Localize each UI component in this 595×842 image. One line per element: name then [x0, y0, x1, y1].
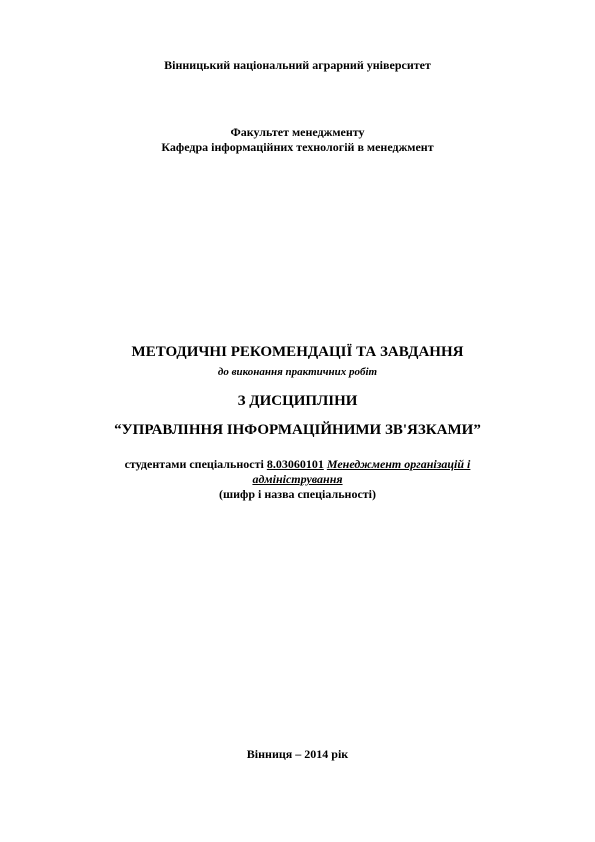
specialty-block	[0, 457, 595, 502]
place-year: Вінниця – 2014 рік	[246, 747, 349, 761]
department-name: Кафедра інформаційних технологій в менеджмент	[161, 140, 434, 154]
specialty-name-line2: адміністрування	[252, 472, 343, 486]
discipline-prefix: З ДИСЦИПЛІНИ	[237, 393, 358, 409]
faculty-name: Факультет менеджменту	[230, 125, 365, 139]
document-title: МЕТОДИЧНІ РЕКОМЕНДАЦІЇ ТА ЗАВДАННЯ	[131, 344, 464, 360]
discipline-name: “УПРАВЛІННЯ ІНФОРМАЦІЙНИМИ ЗВ'ЯЗКАМИ”	[114, 422, 481, 438]
specialty-name-line1: Менеджмент організацій і	[326, 457, 471, 471]
document-subtitle: до виконання практичних робіт	[217, 366, 378, 378]
specialty-caption: (шифр і назва спеціальності)	[218, 487, 377, 501]
specialty-line	[0, 457, 595, 472]
specialty-prefix: студентами спеціальності	[124, 457, 267, 471]
specialty-code: 8.03060101	[266, 457, 324, 471]
university-name: Вінницький національний аграрний університет	[164, 58, 431, 72]
